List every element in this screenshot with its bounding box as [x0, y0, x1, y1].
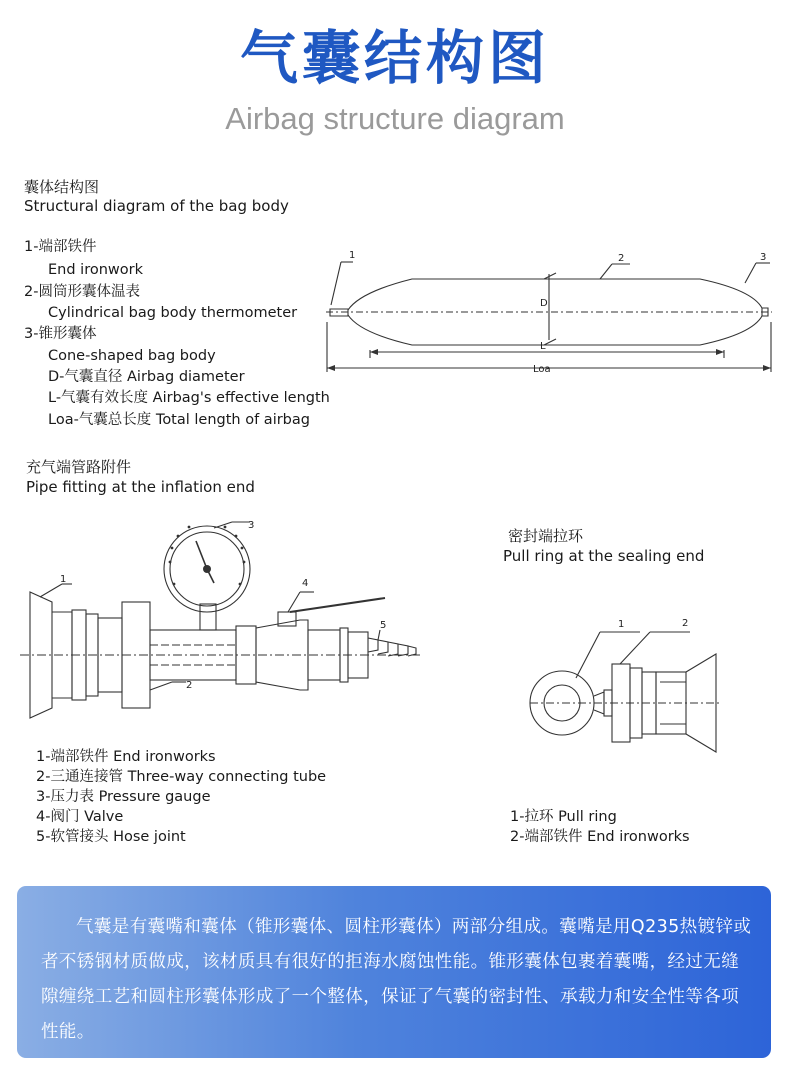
bag-legend-1-en: End ironwork: [48, 262, 143, 278]
bag-legend-2-en: Cylindrical bag body thermometer: [48, 305, 298, 321]
bag-legend-d: D-气囊直径 Airbag diameter: [48, 369, 245, 385]
sealing-legend-1: 1-拉环 Pull ring: [510, 809, 617, 825]
bag-body-heading-cn: 囊体结构图: [24, 178, 100, 196]
description-panel: [17, 886, 771, 1058]
inflation-label-4: 4: [302, 578, 309, 589]
bag-label-2: 2: [618, 253, 625, 264]
inflation-legend-3: 3-压力表 Pressure gauge: [36, 789, 211, 805]
inflation-heading-en: Pipe fitting at the inflation end: [26, 478, 255, 496]
bag-legend-3: 3-锥形囊体: [24, 326, 97, 342]
description-text: 气囊是有囊嘴和囊体（锥形囊体、圆柱形囊体）两部分组成。囊嘴是用Q235热镀锌或者不锈钢材质做成，该材质具有很好的拒海水腐蚀性能。锥形囊体包裹着囊嘴，经过无缝隙缠绕工艺和圆柱形囊体形成了一个整体，保证了气囊的密封性、承载力和安全性等各项性能。: [41, 917, 752, 1042]
page-subtitle: Airbag structure diagram: [225, 101, 565, 136]
bag-label-d: D: [540, 298, 548, 309]
sealing-heading-en: Pull ring at the sealing end: [503, 547, 705, 565]
inflation-label-5: 5: [380, 620, 387, 631]
bag-body-heading-en: Structural diagram of the bag body: [24, 197, 289, 215]
inflation-label-1: 1: [60, 574, 67, 585]
page-title: 气囊结构图: [239, 24, 550, 92]
sealing-drawing: [530, 632, 722, 752]
sealing-legend-2: 2-端部铁件 End ironworks: [510, 829, 690, 845]
bag-label-loa: Loa: [533, 364, 551, 375]
bag-body-drawing: [326, 262, 772, 372]
bag-legend-l: L-气囊有效长度 Airbag's effective length: [48, 390, 330, 406]
sealing-label-1: 1: [618, 619, 625, 630]
inflation-legend-2: 2-三通连接管 Three-way connecting tube: [36, 769, 327, 785]
bag-label-l: L: [540, 341, 546, 352]
inflation-legend-1: 1-端部铁件 End ironworks: [36, 749, 216, 765]
bag-legend-2: 2-圆筒形囊体温表: [24, 284, 140, 300]
inflation-label-2: 2: [186, 680, 193, 691]
inflation-legend-5: 5-软管接头 Hose joint: [36, 829, 186, 845]
sealing-label-2: 2: [682, 618, 689, 629]
bag-legend-loa: Loa-气囊总长度 Total length of airbag: [48, 412, 310, 428]
bag-legend-1: 1-端部铁件: [24, 239, 97, 255]
inflation-label-3: 3: [248, 520, 255, 531]
bag-label-1: 1: [349, 250, 356, 261]
bag-legend-3-en: Cone-shaped bag body: [48, 348, 216, 364]
inflation-heading-cn: 充气端管路附件: [26, 458, 132, 476]
inflation-drawing: [20, 522, 420, 718]
bag-label-3: 3: [760, 252, 767, 263]
sealing-heading-cn: 密封端拉环: [508, 527, 584, 545]
inflation-legend-4: 4-阀门 Valve: [36, 809, 124, 825]
